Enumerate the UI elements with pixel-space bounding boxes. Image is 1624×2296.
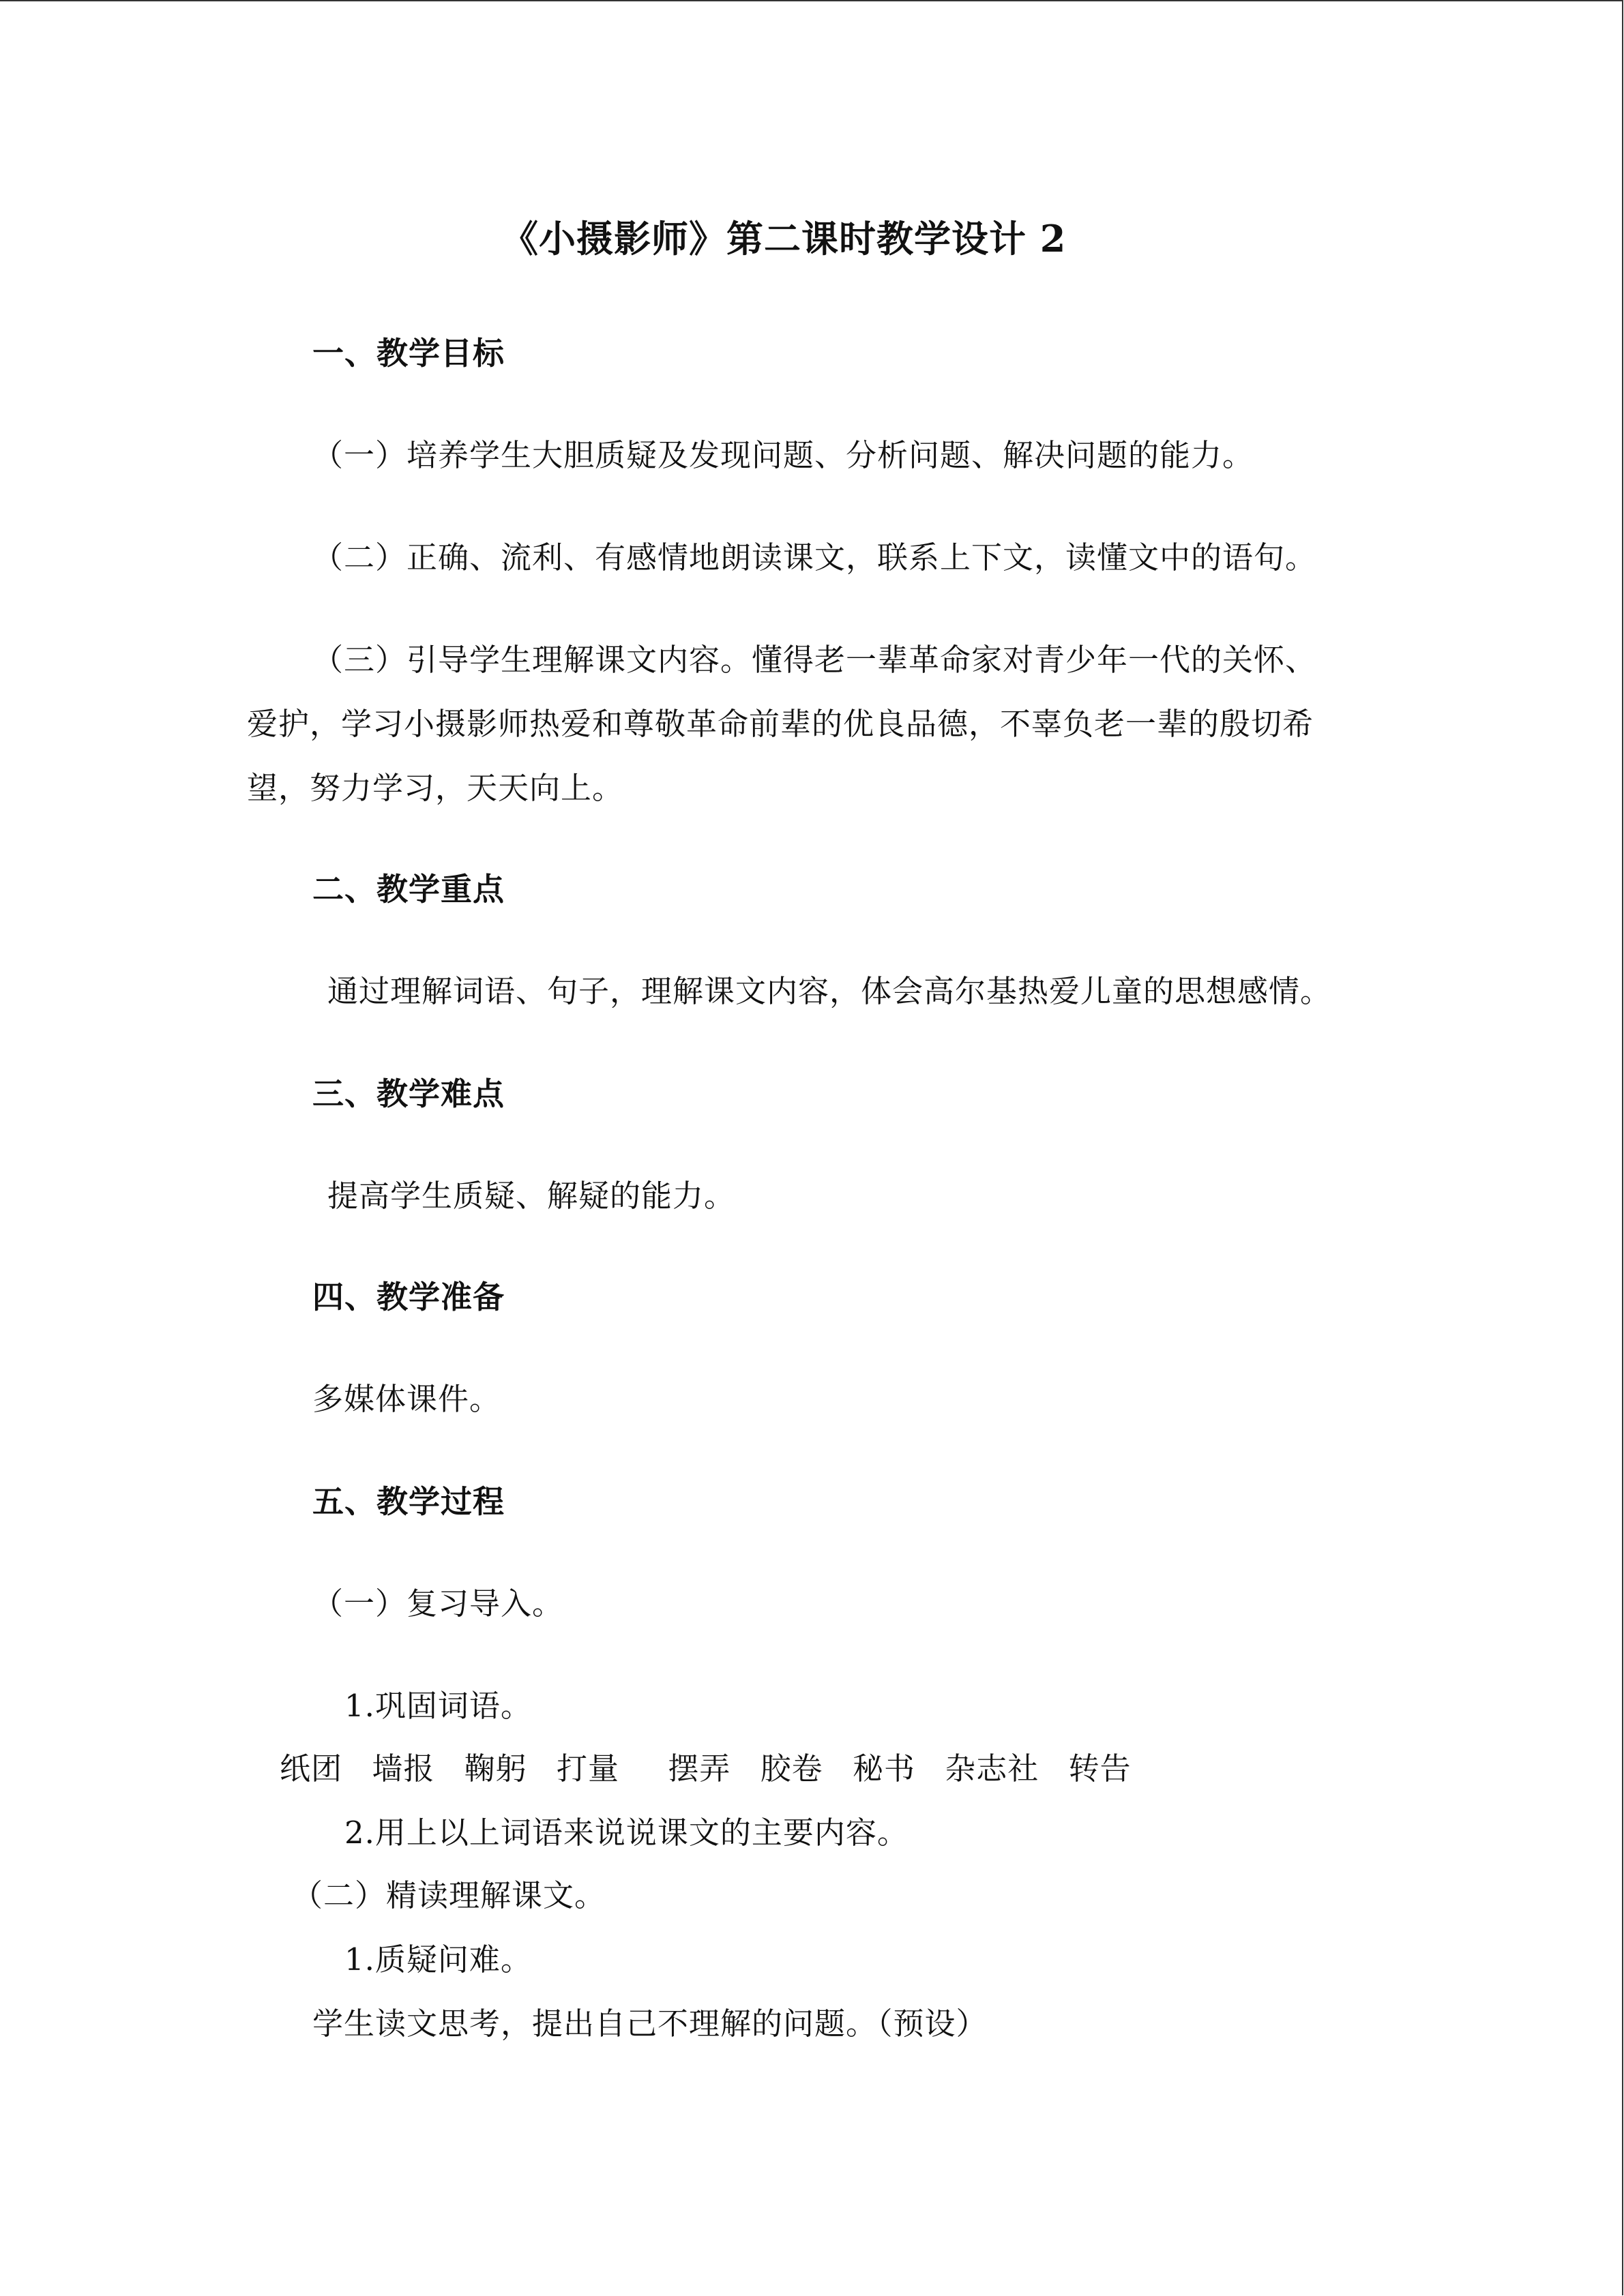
section-heading-process: 五、教学过程	[312, 1483, 505, 1520]
preparation-text: 多媒体课件。	[312, 1381, 501, 1417]
section-heading-key-points: 二、教学重点	[312, 871, 505, 908]
process-step-2-sub-1: 1.质疑问难。	[344, 1941, 532, 1978]
section-heading-objectives: 一、教学目标	[312, 335, 505, 372]
vocab-word: 鞠躬	[464, 1750, 527, 1787]
process-step-1-sub-2: 2.用上以上词语来说说课文的主要内容。	[344, 1815, 909, 1851]
process-step-1-sub-1: 1.巩固词语。	[344, 1688, 532, 1724]
vocab-word: 杂志社	[945, 1750, 1039, 1787]
objective-item-1: （一）培养学生大胆质疑及发现问题、分析问题、解决问题的能力。	[312, 437, 1254, 473]
process-step-2-text: 学生读文思考，提出自己不理解的问题。（预设）	[312, 2006, 988, 2042]
vocab-word: 摆弄	[668, 1750, 731, 1787]
process-step-1: （一）复习导入。	[312, 1585, 564, 1622]
vocab-word: 秘书	[852, 1750, 915, 1787]
difficulties-text: 提高学生质疑、解疑的能力。	[327, 1178, 736, 1214]
vocab-word: 墙报	[372, 1750, 435, 1787]
section-heading-preparation: 四、教学准备	[312, 1279, 505, 1315]
objective-item-3-line-1: （三）引导学生理解课文内容。懂得老一辈革命家对青少年一代的关怀、	[312, 642, 1317, 678]
objective-item-3-line-3: 望，努力学习，天天向上。	[247, 770, 624, 806]
key-points-text: 通过理解词语、句子，理解课文内容，体会高尔基热爱儿童的思想感情。	[327, 973, 1332, 1009]
vocab-word: 打量	[556, 1750, 619, 1787]
vocab-word: 胶卷	[760, 1750, 823, 1787]
vocab-word: 纸团	[280, 1750, 343, 1787]
process-step-2: （二）精读理解课文。	[292, 1877, 606, 1913]
section-heading-difficulties: 三、教学难点	[312, 1075, 505, 1112]
vocab-list	[280, 1748, 1132, 1789]
objective-item-2: （二）正确、流利、有感情地朗读课文，联系上下文，读懂文中的语句。	[312, 539, 1317, 576]
document-title: 《小摄影师》第二课时教学设计 2	[501, 217, 1067, 260]
vocab-word: 转告	[1068, 1750, 1132, 1787]
objective-item-3-line-2: 爱护，学习小摄影师热爱和尊敬革命前辈的优良品德，不辜负老一辈的殷切希	[247, 706, 1314, 742]
